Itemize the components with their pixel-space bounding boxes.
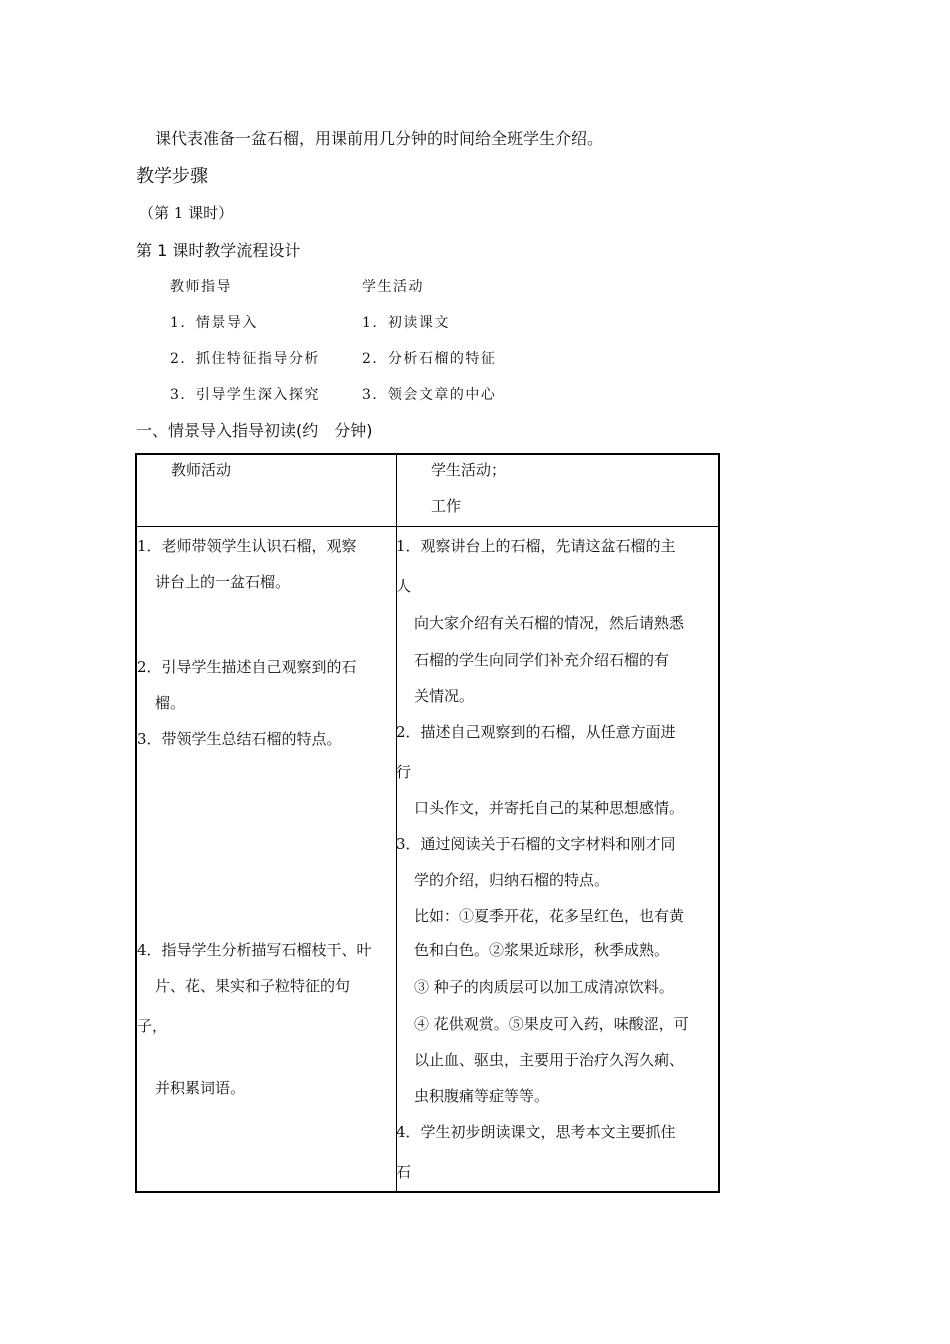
student-line: 学的介绍，归纳石榴的特点。 [414,871,610,889]
steps-heading: 教学步骤 [136,166,208,187]
teacher-line: 子， [137,1017,168,1035]
activity-table [135,453,720,1193]
student-line: 石 [396,1163,412,1181]
flow-student-header: 学生活动 [362,279,424,295]
teacher-line: 2．引导学生描述自己观察到的石 [137,658,357,676]
table-header-student-sub: 工作 [431,497,462,515]
teacher-line: 片、花、果实和子粒特征的句 [155,977,351,995]
student-line: 比如：①夏季开花，花多呈红色，也有黄 [414,907,685,925]
intro-paragraph: 课代表准备一盆石榴，用课前用几分钟的时间给全班学生介绍。 [155,129,604,148]
student-line: 向大家介绍有关石榴的情况，然后请熟悉 [414,614,685,632]
student-line: 口头作文，并寄托自己的某种思想感情。 [414,799,685,817]
student-line: 1．观察讲台上的石榴，先请这盆石榴的主 [396,537,676,555]
flow-heading: 第 1 课时教学流程设计 [136,241,301,260]
flow-student-item: 3．领会文章的中心 [362,387,497,403]
flow-teacher-item: 3．引导学生深入探究 [170,387,320,403]
student-line: 色和白色。②浆果近球形，秋季成熟。 [414,941,670,959]
student-line: 4．学生初步朗读课文，思考本文主要抓住 [396,1123,676,1141]
flow-student-item: 2．分析石榴的特征 [362,351,497,367]
student-line: 行 [396,763,412,781]
table-header-divider [137,526,718,527]
section1-heading: 一、情景导入指导初读(约 分钟) [136,421,373,440]
teacher-line: 4．指导学生分析描写石榴枝干、叶 [137,941,372,959]
student-line: 2．描述自己观察到的石榴，从任意方面进 [396,723,676,741]
student-line: 关情况。 [414,687,475,705]
student-line: ④ 花供观赏。⑤果皮可入药，味酸涩，可 [414,1015,689,1033]
flow-student-item: 1．初读课文 [362,315,450,331]
student-line: 石榴的学生向同学们补充介绍石榴的有 [414,651,670,669]
flow-teacher-header: 教师指导 [170,279,232,295]
lesson-label: （第 1 课时） [139,204,234,222]
table-header-teacher: 教师活动 [171,461,232,479]
teacher-line: 榴。 [155,694,186,712]
teacher-line: 1．老师带领学生认识石榴，观察 [137,537,357,555]
student-line: 以止血、驱虫，主要用于治疗久泻久痢、 [414,1051,685,1069]
student-line: 3．通过阅读关于石榴的文字材料和刚才同 [396,835,676,853]
student-line: 人 [396,577,412,595]
table-header-student: 学生活动； [431,461,507,479]
table-column-divider [396,455,397,1191]
teacher-line: 并积累词语。 [155,1079,246,1097]
teacher-line: 讲台上的一盆石榴。 [155,573,291,591]
student-line: ③ 种子的肉质层可以加工成清凉饮料。 [414,978,674,996]
flow-teacher-item: 2．抓住特征指导分析 [170,351,320,367]
flow-teacher-item: 1．情景导入 [170,315,258,331]
student-line: 虫积腹痛等症等等。 [414,1087,550,1105]
teacher-line: 3．带领学生总结石榴的特点。 [137,730,342,748]
